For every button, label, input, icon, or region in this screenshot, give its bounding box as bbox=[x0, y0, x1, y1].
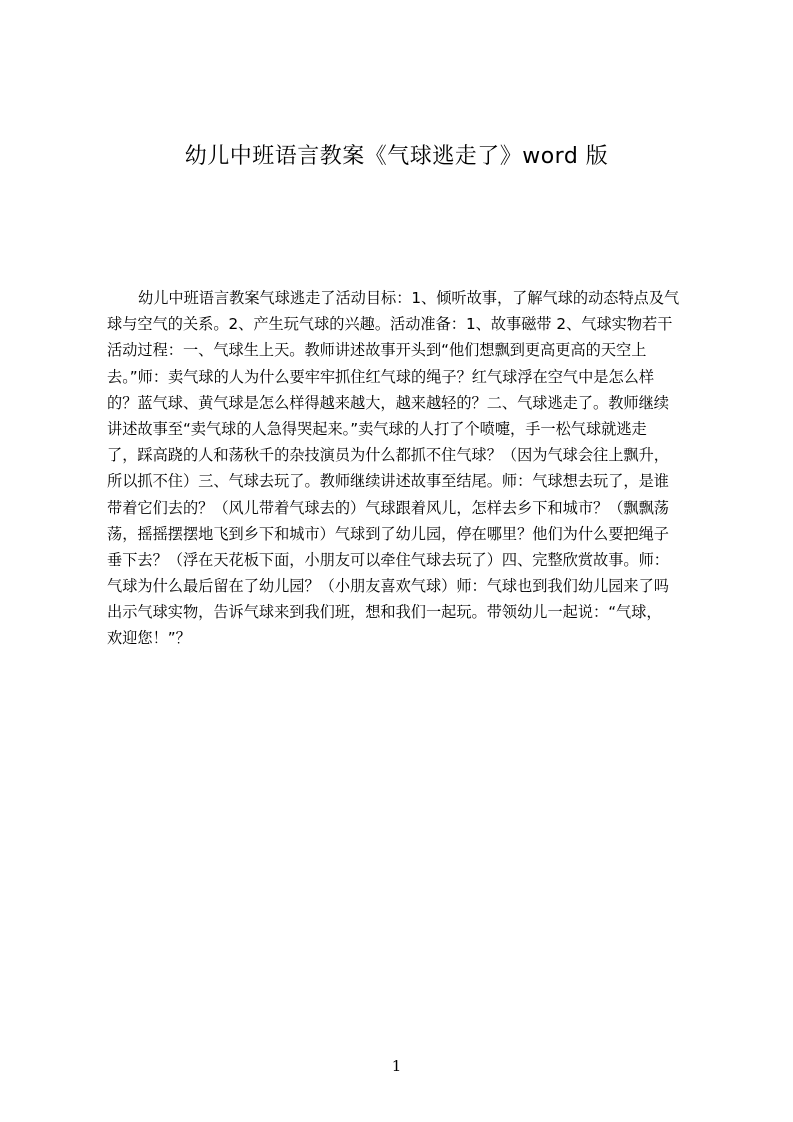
body-line: 了，踩高跷的人和荡秋千的杂技演员为什么都抓不住气球？（因为气球会往上飘升， bbox=[107, 446, 669, 465]
body-line: 讲述故事至“卖气球的人急得哭起来。”卖气球的人打了个喷嚏，手一松气球就逃走 bbox=[107, 419, 647, 438]
body-line: 带着它们去的？（风儿带着气球去的）气球跟着风儿，怎样去乡下和城市？（飘飘荡 bbox=[107, 498, 669, 517]
body-line: 出示气球实物，告诉气球来到我们班，想和我们一起玩。带领幼儿一起说：“气球， bbox=[107, 603, 662, 622]
body-line: 幼儿中班语言教案气球逃走了活动目标：1、倾听故事，了解气球的动态特点及气 bbox=[138, 289, 680, 307]
body-line: 所以抓不住）三、气球去玩了。教师继续讲述故事至结尾。师：气球想去玩了，是谁 bbox=[107, 472, 669, 491]
body-line: 活动过程：一、气球生上天。教师讲述故事开头到“他们想飘到更高更高的天空上 bbox=[107, 341, 647, 360]
body-line: 气球为什么最后留在了幼儿园？（小朋友喜欢气球）师：气球也到我们幼儿园来了吗 bbox=[107, 577, 669, 596]
page-number: 1 bbox=[391, 1057, 402, 1075]
body-line: 的？蓝气球、黄气球是怎么样得越来越大，越来越轻的？二、气球逃走了。教师继续 bbox=[107, 393, 669, 412]
body-line: 欢迎您！”？ bbox=[107, 629, 191, 648]
body-line: 去。”师：卖气球的人为什么要牢牢抓住红气球的绳子？红气球浮在空气中是怎么样 bbox=[107, 367, 655, 386]
document-title: 幼儿中班语言教案《气球逃走了》word 版 bbox=[184, 144, 609, 169]
document-body bbox=[107, 285, 707, 652]
body-line: 荡，摇摇摆摆地飞到乡下和城市）气球到了幼儿园，停在哪里？他们为什么要把绳子 bbox=[107, 524, 669, 543]
body-line: 垂下去？（浮在天花板下面，小朋友可以牵住气球去玩了）四、完整欣赏故事。师： bbox=[107, 550, 669, 569]
body-line: 球与空气的关系。2、产生玩气球的兴趣。活动准备：1、故事磁带 2、气球实物若干 bbox=[107, 315, 673, 334]
